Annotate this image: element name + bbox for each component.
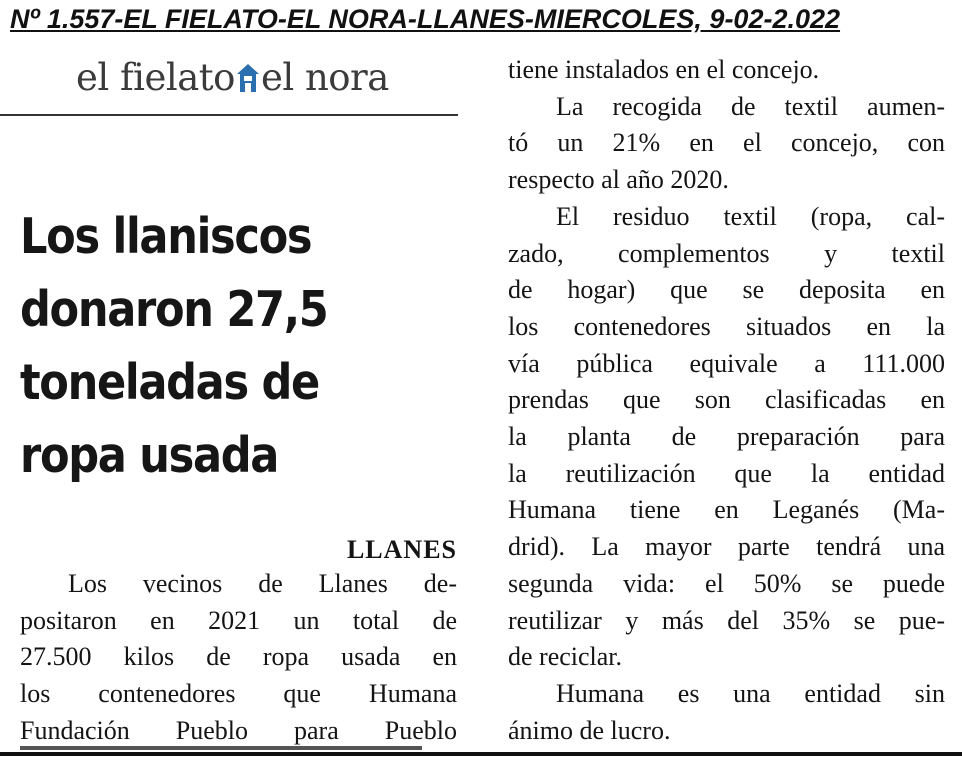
text-line: la planta de preparación para: [508, 422, 945, 452]
text-line: prendas que son clasificadas en: [508, 385, 945, 415]
text-line: La recogida de textil aumen-: [556, 91, 945, 121]
text-line: ánimo de lucro.: [508, 715, 671, 745]
headline-line: ropa usada: [20, 427, 279, 484]
masthead-divider: [0, 114, 458, 116]
text-line: tiene instalados en el concejo.: [508, 55, 820, 84]
bottom-divider: [0, 752, 962, 756]
dateline: LLANES: [346, 535, 457, 564]
text-line: Los vecinos de Llanes de-: [68, 569, 457, 598]
text-line: de hogar) que se deposita en: [508, 275, 945, 305]
masthead-right-text: el nora: [260, 56, 389, 99]
text-line: respecto al año 2020.: [508, 165, 729, 195]
headline-line: toneladas de: [20, 354, 319, 411]
text-line: los contenedores que Humana: [20, 679, 457, 709]
text-line: positaron en 2021 un total de: [20, 605, 457, 635]
text-line: vía pública equivale a 111.000: [508, 348, 945, 378]
headline: [20, 200, 398, 492]
right-column: [508, 52, 945, 749]
left-column: [20, 566, 457, 750]
text-line: zado, complementos y textil: [508, 238, 945, 268]
text-line: tó un 21% en el concejo, con: [508, 128, 945, 158]
text-line: de reciclar.: [508, 642, 623, 672]
text-line: 27.500 kilos de ropa usada en: [20, 642, 457, 672]
house-icon: [236, 58, 260, 106]
headline-line: Los llaniscos: [20, 208, 312, 265]
headline-line: donaron 27,5: [20, 281, 328, 338]
text-line: la reutilización que la entidad: [508, 458, 945, 488]
text-line: El residuo textil (ropa, cal-: [556, 201, 945, 231]
edition-header: Nº 1.557-EL FIELATO-EL NORA-LLANES-MIERCOLES, 9-02-2.022: [10, 4, 841, 34]
text-line: Humana tiene en Leganés (Ma-: [508, 495, 945, 525]
text-line: Fundación Pueblo para Pueblo: [20, 715, 457, 745]
masthead-left-text: el fielato: [76, 56, 235, 99]
text-line: segunda vida: el 50% se puede: [508, 568, 945, 598]
cut-off-line: [508, 32, 945, 44]
text-line: los contenedores situados en la: [508, 311, 945, 341]
text-line: reutilizar y más del 35% se pue-: [508, 605, 945, 635]
masthead-logo: [76, 54, 460, 102]
text-line: Humana es una entidad sin: [556, 678, 945, 708]
text-line: drid). La mayor parte tendrá una: [508, 532, 945, 562]
